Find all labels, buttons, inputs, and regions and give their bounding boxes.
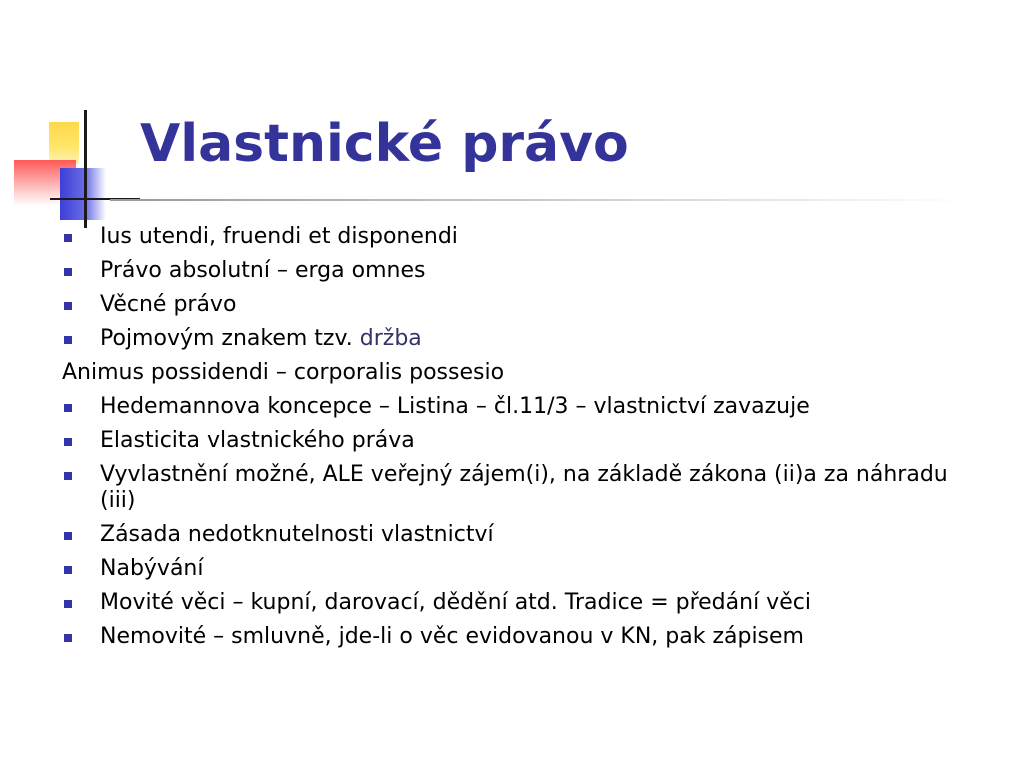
square-bullet-icon: [64, 302, 72, 310]
list-item: [62, 292, 982, 318]
list-item-text: Movité věci – kupní, darovací, dědění atd. Tradice = předání věci: [100, 590, 811, 615]
list-item-text: Vyvlastnění možné, ALE veřejný zájem(i), na základě zákona (ii)a za náhradu (iii): [100, 462, 948, 513]
slide-body: [62, 224, 982, 658]
list-item-text: Nemovité – smluvně, jde-li o věc evidovanou v KN, pak zápisem: [100, 624, 804, 649]
square-bullet-icon: [64, 600, 72, 608]
list-item: [62, 462, 982, 514]
decorative-logo: [0, 0, 160, 240]
square-bullet-icon: [64, 472, 72, 480]
list-item-text: Hedemannova koncepce – Listina – čl.11/3 – vlastnictví zavazuje: [100, 394, 810, 419]
square-bullet-icon: [64, 234, 72, 242]
square-bullet-icon: [64, 404, 72, 412]
blue-square-shape: [60, 168, 106, 220]
square-bullet-icon: [64, 438, 72, 446]
list-item-plain: [62, 360, 982, 386]
yellow-square-shape: [49, 122, 79, 164]
list-item: [62, 428, 982, 454]
highlighted-term: držba: [359, 326, 422, 351]
list-item: [62, 624, 982, 650]
list-item: [62, 590, 982, 616]
square-bullet-icon: [64, 634, 72, 642]
list-item-text: Věcné právo: [100, 292, 237, 317]
list-item-text: Právo absolutní – erga omnes: [100, 258, 426, 283]
list-item: [62, 522, 982, 548]
title-divider: [110, 199, 970, 201]
slide-title: Vlastnické právo: [140, 114, 629, 174]
vertical-line-shape: [84, 110, 87, 228]
square-bullet-icon: [64, 336, 72, 344]
list-item: [62, 258, 982, 284]
list-item-text: Animus possidendi – corporalis possesio: [62, 360, 505, 385]
list-item-text: Ius utendi, fruendi et disponendi: [100, 224, 458, 249]
list-item: [62, 394, 982, 420]
list-item-text: Zásada nedotknutelnosti vlastnictví: [100, 522, 494, 547]
list-item: [62, 224, 982, 250]
list-item-text: Elasticita vlastnického práva: [100, 428, 415, 453]
square-bullet-icon: [64, 566, 72, 574]
square-bullet-icon: [64, 532, 72, 540]
list-item: [62, 326, 982, 352]
list-item-text: Pojmovým znakem tzv.: [100, 326, 360, 351]
square-bullet-icon: [64, 268, 72, 276]
list-item-text: Nabývání: [100, 556, 204, 581]
list-item: [62, 556, 982, 582]
